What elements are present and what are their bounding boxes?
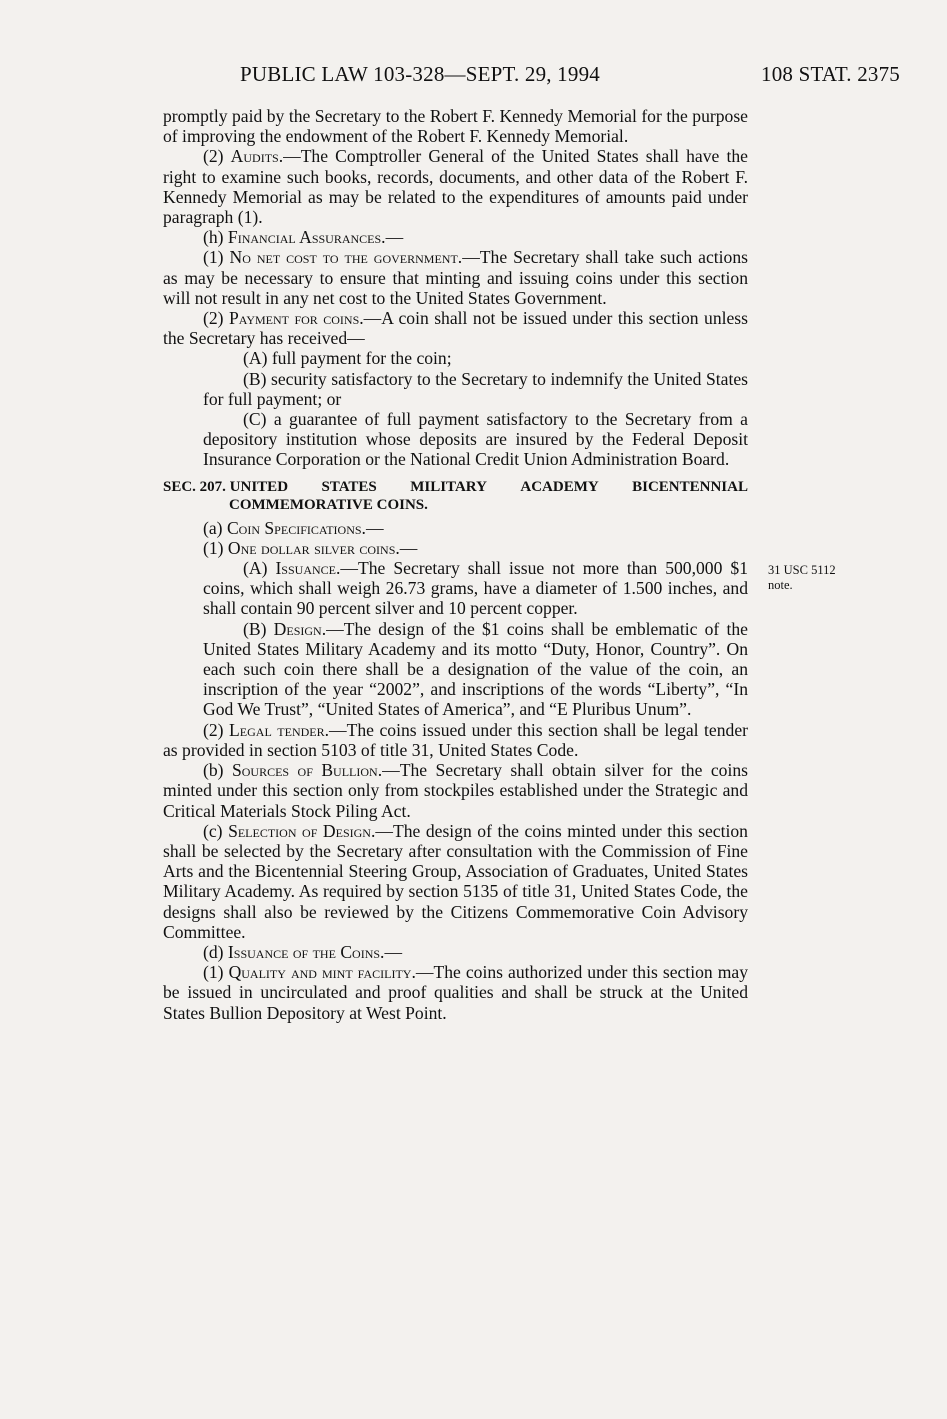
heading-payment-for-coins: Payment for coins.: [228, 308, 364, 329]
paragraph-d1: (1) Quality and mint facility.—The coins authorized under this section may be issued in uncirculated and proof qualities and shall be struck at the United States Bullion Depository at West Point.: [163, 962, 749, 1023]
paragraph-audits: (2) Audits.—The Comptroller General of the United States shall have the right to examine such books, records, documents, and other data of the Robert F. Kennedy Memorial as may be related to the expenditures of amounts paid under paragraph (1).: [163, 146, 748, 228]
heading-no-net-cost: No net cost to the government.: [229, 247, 463, 268]
subsection-c: (c) Selection of Design.—The design of the coins minted under this section shall be selected by the Secretary after consultation with the Commission of Fine Arts and the Bicentennial Steering Group, Association of Graduates, United States Military Academy. As required by section 5135 of title 31, United States Code, the designs shall also be reviewed by the Citizens Commemorative Coin Advisory Committee.: [163, 820, 748, 942]
heading-issuance-of-the-coins: Issuance of the Coins.: [227, 941, 385, 962]
clause-h2-b: (B) security satisfactory to the Secretary to indemnify the United States for full payment; or: [203, 368, 748, 409]
heading-design: Design.: [273, 618, 327, 639]
margin-note-citation: 31 USC 5112: [768, 563, 836, 577]
subsection-h-heading: (h) Financial Assurances.—: [203, 227, 404, 248]
paragraph-h1: (1) No net cost to the government.—The Secretary shall take such actions as may be necessary to ensure that minting and issuing coins under this section will not result in any net cost to the United States Government.: [163, 247, 748, 308]
paragraph-a1-heading: (1) One dollar silver coins.—: [203, 537, 418, 558]
body-text: [163, 106, 748, 1023]
subsection-d-heading: (d) Issuance of the Coins.—: [203, 941, 403, 962]
clause-a1-a: (A) Issuance.—The Secretary shall issue not more than 500,000 $1 coins, which shall weigh 26.73 grams, have a diameter of 1.500 inches, and shall contain 90 percent silver and 10 percent copper.: [203, 558, 749, 619]
heading-quality-and-mint-facility: Quality and mint facility.: [228, 962, 416, 983]
paragraph-a2: (2) Legal tender.—The coins issued under this section shall be legal tender as provided in section 5103 of title 31, United States Code.: [163, 719, 748, 760]
heading-issuance: Issuance.: [275, 558, 341, 579]
paragraph-h2: (2) Payment for coins.—A coin shall not be issued under this section unless the Secretary has received—: [163, 308, 749, 349]
header-law-citation: PUBLIC LAW 103-328—SEPT. 29, 1994: [240, 62, 600, 86]
heading-financial-assurances: Financial Assurances.: [227, 227, 386, 248]
clause-h2-c: (C) a guarantee of full payment satisfactory to the Secretary from a depository institution whose deposits are insured by the Federal Deposit Insurance Corporation or the National Credit Union Administration Board.: [203, 409, 748, 470]
margin-note-suffix: note.: [768, 578, 793, 592]
section-207-heading: SEC. 207. UNITED STATES MILITARY ACADEMY BICENTENNIAL COMMEMORATIVE COINS.: [163, 478, 748, 513]
margin-note: [768, 563, 836, 593]
heading-selection-of-design: Selection of Design.: [228, 820, 376, 841]
heading-sources-of-bullion: Sources of Bullion.: [231, 760, 383, 781]
heading-legal-tender: Legal tender.: [229, 719, 330, 740]
heading-one-dollar-silver-coins: One dollar silver coins.: [227, 537, 400, 558]
header-stat-page: 108 STAT. 2375: [761, 62, 900, 86]
page-header: [240, 62, 900, 92]
clause-a1-b: (B) Design.—The design of the $1 coins shall be emblematic of the United States Military Academy and its motto “Duty, Honor, Country”. On each such coin there shall be a designation of the value of the coin, an inscription of the year “2002”, and inscriptions of the words “Liberty”, “In God We Trust”, “United States of America”, and “E Pluribus Unum”.: [203, 618, 748, 720]
subsection-b: (b) Sources of Bullion.—The Secretary shall obtain silver for the coins minted under this section only from stockpiles established under the Strategic and Critical Materials Stock Piling Act.: [163, 760, 748, 821]
clause-h2-a: (A) full payment for the coin;: [243, 348, 452, 369]
subsection-a-heading: (a) Coin Specifications.—: [203, 517, 384, 538]
paragraph-continued: promptly paid by the Secretary to the Robert F. Kennedy Memorial for the purpose of improving the endowment of the Robert F. Kennedy Memorial.: [163, 106, 748, 147]
heading-audits: Audits.: [230, 146, 284, 167]
heading-coin-specifications: Coin Specifications.: [226, 517, 366, 538]
